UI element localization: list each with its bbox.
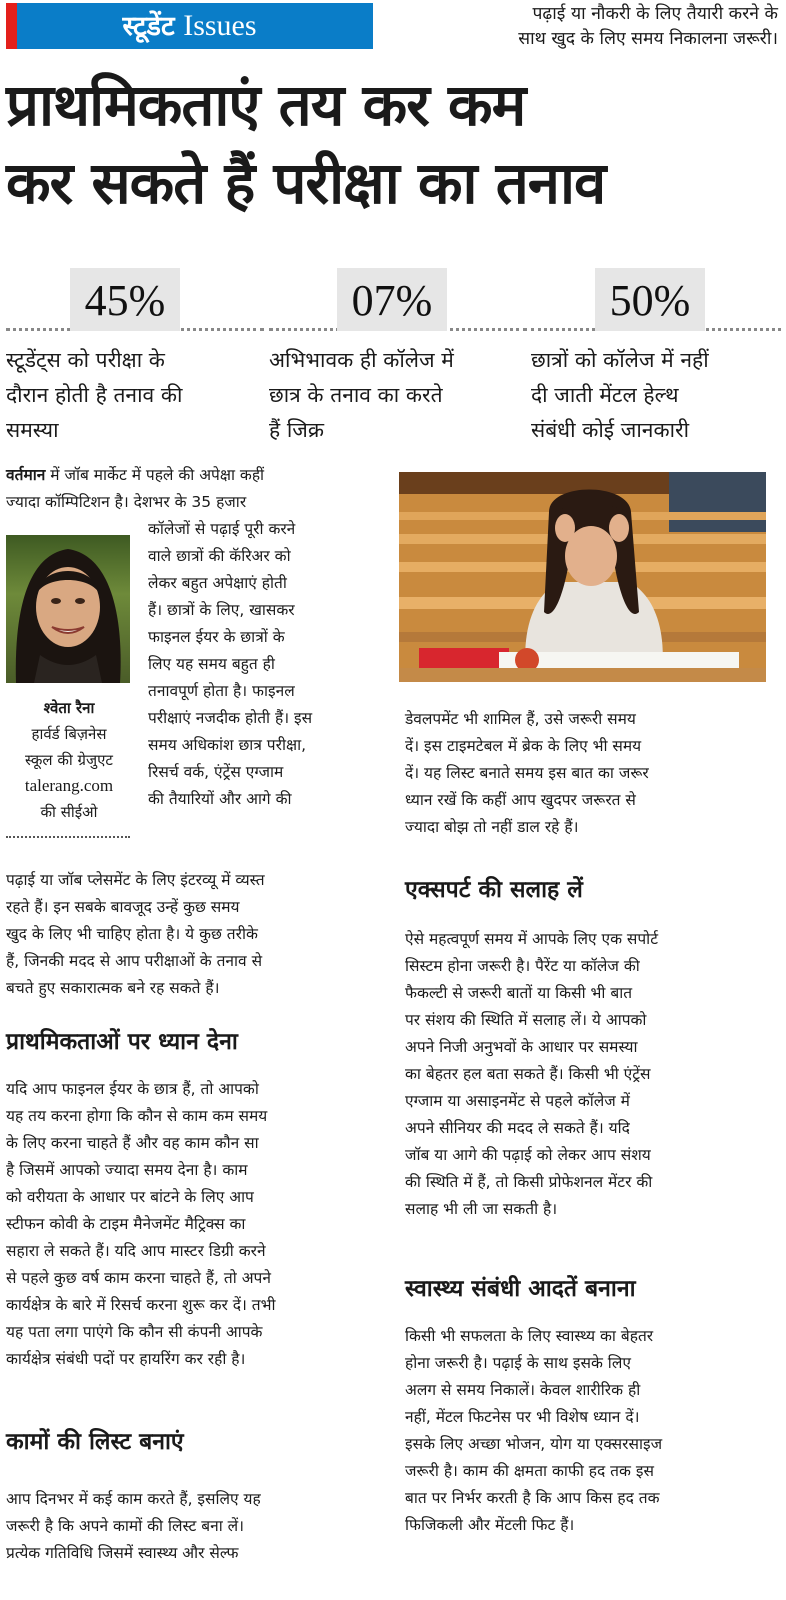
paragraph-line: जरूरी है। काम की क्षमता काफी हद तक इस xyxy=(405,1462,654,1480)
paragraph-line: जॉब या आगे की पढ़ाई को लेकर आप संशय xyxy=(405,1146,651,1164)
stat-value: 45% xyxy=(70,268,180,331)
intro-line: परीक्षाएं नजदीक होती हैं। इस xyxy=(148,709,313,727)
paragraph-line: पर संशय की स्थिति में सलाह लें। ये आपको xyxy=(405,1011,647,1029)
section-heading: कामों की लिस्ट बनाएं xyxy=(6,1429,184,1455)
paragraph-line: फिजिकली और मेंटली फिट हैं। xyxy=(405,1516,575,1534)
paragraph-line: दें। यह लिस्ट बनाते समय इस बात का जरूर xyxy=(405,764,649,782)
intro-line: रहते हैं। इन सबके बावजूद उन्हें कुछ समय xyxy=(6,898,240,916)
paragraph-line: है जिसमें आपको ज्यादा समय देना है। काम xyxy=(6,1161,248,1179)
section-heading: एक्सपर्ट की सलाह लें xyxy=(405,877,583,903)
intro-line: में जॉब मार्केट में पहले की अपेक्षा कहीं xyxy=(50,466,265,484)
stat-description-line: छात्रों को कॉलेज में नहीं xyxy=(531,348,709,372)
stressed-student-photo-icon xyxy=(399,472,766,682)
paragraph-line: के लिए करना चाहते हैं और वह काम कौन सा xyxy=(6,1134,259,1152)
paragraph-line: का बेहतर हल बता सकते हैं। किसी भी एंट्रेंस xyxy=(405,1065,651,1083)
stat-description-line: समस्या xyxy=(6,418,59,442)
section-paragraph xyxy=(6,1486,382,1567)
expert-title-line: हार्वर्ड बिज़नेस xyxy=(31,725,107,743)
stat-description-line: दी जाती मेंटल हेल्थ xyxy=(531,383,679,407)
intro-line: तनावपूर्ण होता है। फाइनल xyxy=(148,682,295,700)
stat-description-line: संबंधी कोई जानकारी xyxy=(531,418,690,442)
paragraph-line: सिस्टम होना जरूरी है। पैरेंट या कॉलेज की xyxy=(405,957,640,975)
paragraph-line: फैकल्टी से जरूरी बातों या किसी भी बात xyxy=(405,984,633,1002)
expert-title-line: स्कूल की ग्रेजुएट xyxy=(25,751,113,769)
stat-description-line: छात्र के तनाव का करते xyxy=(269,383,443,407)
paragraph-line: एग्जाम या असाइनमेंट से पहले कॉलेज में xyxy=(405,1092,630,1110)
stat-description-line: दौरान होती है तनाव की xyxy=(6,383,183,407)
intro-line: कॉलेजों से पढ़ाई पूरी करने xyxy=(148,520,296,538)
section-heading: स्वास्थ्य संबंधी आदतें बनाना xyxy=(405,1276,636,1302)
paragraph-line: नहीं, मेंटल फिटनेस पर भी विशेष ध्यान दें। xyxy=(405,1408,640,1426)
paragraph-line: अपने निजी अनुभवों के आधार पर समस्या xyxy=(405,1038,638,1056)
intro-line: फाइनल ईयर के छात्रों के xyxy=(148,628,285,646)
intro-line: ज्यादा कॉम्पिटिशन है। देशभर के 35 हजार xyxy=(6,493,247,511)
intro-line: समय अधिकांश छात्र परीक्षा, xyxy=(148,736,307,754)
paragraph-line: किसी भी सफलता के लिए स्वास्थ्य का बेहतर xyxy=(405,1327,654,1345)
stat-block xyxy=(6,268,264,448)
paragraph-line: आप दिनभर में कई काम करते हैं, इसलिए यह xyxy=(6,1490,261,1508)
paragraph-line: ध्यान रखें कि कहीं आप खुदपर जरूरत से xyxy=(405,791,636,809)
intro-line: खुद के लिए भी चाहिए होता है। ये कुछ तरीके xyxy=(6,925,258,943)
headline-line: कर सकते हैं परीक्षा का तनाव xyxy=(6,149,606,217)
section-paragraph xyxy=(405,1323,767,1539)
paragraph-line: से पहले कुछ वर्ष काम करना चाहते हैं, तो अपने xyxy=(6,1269,271,1287)
strapline-line: पढ़ाई या नौकरी के लिए तैयारी करने के xyxy=(532,4,778,24)
expert-name: श्वेता रैना xyxy=(43,699,95,717)
expert-title-line: की सीईओ xyxy=(40,803,98,821)
paragraph-line: यदि आप फाइनल ईयर के छात्र हैं, तो आपको xyxy=(6,1080,259,1098)
paragraph-line: दें। इस टाइमटेबल में ब्रेक के लिए भी समय xyxy=(405,737,642,755)
intro-line: बचते हुए सकारात्मक बने रह सकते हैं। xyxy=(6,979,220,997)
paragraph-line: को वरीयता के आधार पर बांटने के लिए आप xyxy=(6,1188,254,1206)
stat-value: 50% xyxy=(595,268,705,331)
intro-line: रिसर्च वर्क, एंट्रेंस एग्जाम xyxy=(148,763,284,781)
paragraph-line: इसके लिए अच्छा भोजन, योग या एक्सरसाइज xyxy=(405,1435,663,1453)
intro-narrow-paragraph xyxy=(148,516,382,813)
paragraph-line: अलग से समय निकालें। केवल शारीरिक ही xyxy=(405,1381,641,1399)
paragraph-line: प्रत्येक गतिविधि जिसमें स्वास्थ्य और सेल्फ xyxy=(6,1544,239,1562)
section-paragraph xyxy=(6,1076,382,1373)
intro-line: लेकर बहुत अपेक्षाएं होती xyxy=(148,574,287,592)
paragraph-line: यह पता लगा पाएंगे कि कौन सी कंपनी आपके xyxy=(6,1323,263,1341)
stat-block xyxy=(269,268,527,448)
intro-line: हैं, जिनकी मदद से आप परीक्षाओं के तनाव से xyxy=(6,952,263,970)
intro-line: हैं। छात्रों के लिए, खासकर xyxy=(148,601,295,619)
intro-line: पढ़ाई या जॉब प्लेसमेंट के लिए इंटरव्यू में व्यस्त xyxy=(6,871,265,889)
expert-company-link: talerang.com xyxy=(24,776,114,795)
dotted-divider xyxy=(6,836,130,838)
stat-description-line: हैं जिक्र xyxy=(269,418,324,442)
paragraph-line: ज्यादा बोझ तो नहीं डाल रहे हैं। xyxy=(405,818,579,836)
paragraph-line: की स्थिति में हैं, तो किसी प्रोफेशनल मेंटर की xyxy=(405,1173,653,1191)
stat-description-line: अभिभावक ही कॉलेज में xyxy=(269,348,454,372)
paragraph-line: जरूरी है कि अपने कामों की लिस्ट बना लें। xyxy=(6,1517,245,1535)
section-paragraph-continued xyxy=(405,706,767,841)
paragraph-line: कार्यक्षेत्र संबंधी पदों पर हायरिंग कर रही है। xyxy=(6,1350,246,1368)
section-banner xyxy=(6,3,373,49)
paragraph-line: स्टीफन कोवी के टाइम मैनेजमेंट मैट्रिक्स का xyxy=(6,1215,246,1233)
page-title xyxy=(6,66,781,222)
strapline xyxy=(398,2,778,52)
headline-line: प्राथमिकताएं तय कर कम xyxy=(6,71,526,139)
intro-line: की तैयारियों और आगे की xyxy=(148,790,292,808)
expert-caption xyxy=(2,695,136,825)
stat-description-line: स्टूडेंट्स को परीक्षा के xyxy=(6,348,165,372)
lead-word: वर्तमान xyxy=(6,466,46,484)
intro-line: लिए यह समय बहुत ही xyxy=(148,655,275,673)
section-title-english: Issues xyxy=(183,9,257,42)
section-heading: प्राथमिकताओं पर ध्यान देना xyxy=(6,1029,238,1055)
paragraph-line: सलाह भी ली जा सकती है। xyxy=(405,1200,558,1218)
intro-paragraph-continued xyxy=(6,867,382,1002)
paragraph-line: अपने सीनियर की मदद ले सकते हैं। यदि xyxy=(405,1119,630,1137)
stat-block xyxy=(531,268,781,448)
paragraph-line: यह तय करना होगा कि कौन से काम कम समय xyxy=(6,1107,268,1125)
paragraph-line: सहारा ले सकते हैं। यदि आप मास्टर डिग्री करने xyxy=(6,1242,266,1260)
person-portrait-icon xyxy=(6,535,130,683)
paragraph-line: होना जरूरी है। पढ़ाई के साथ इसके लिए xyxy=(405,1354,631,1372)
stat-value: 07% xyxy=(337,268,447,331)
strapline-line: साथ खुद के लिए समय निकालना जरूरी। xyxy=(518,29,778,49)
paragraph-line: डेवलपमेंट भी शामिल हैं, उसे जरूरी समय xyxy=(405,710,636,728)
section-title-hindi: स्टूडेंट xyxy=(122,11,175,42)
section-paragraph xyxy=(405,926,767,1223)
paragraph-line: बात पर निर्भर करती है कि आप किस हद तक xyxy=(405,1489,660,1507)
intro-paragraph xyxy=(6,462,382,516)
intro-line: वाले छात्रों की कॅरिअर को xyxy=(148,547,291,565)
paragraph-line: ऐसे महत्वपूर्ण समय में आपके लिए एक सपोर्ट xyxy=(405,930,659,948)
paragraph-line: कार्यक्षेत्र के बारे में रिसर्च करना शुरू कर दें। तभी xyxy=(6,1296,276,1314)
